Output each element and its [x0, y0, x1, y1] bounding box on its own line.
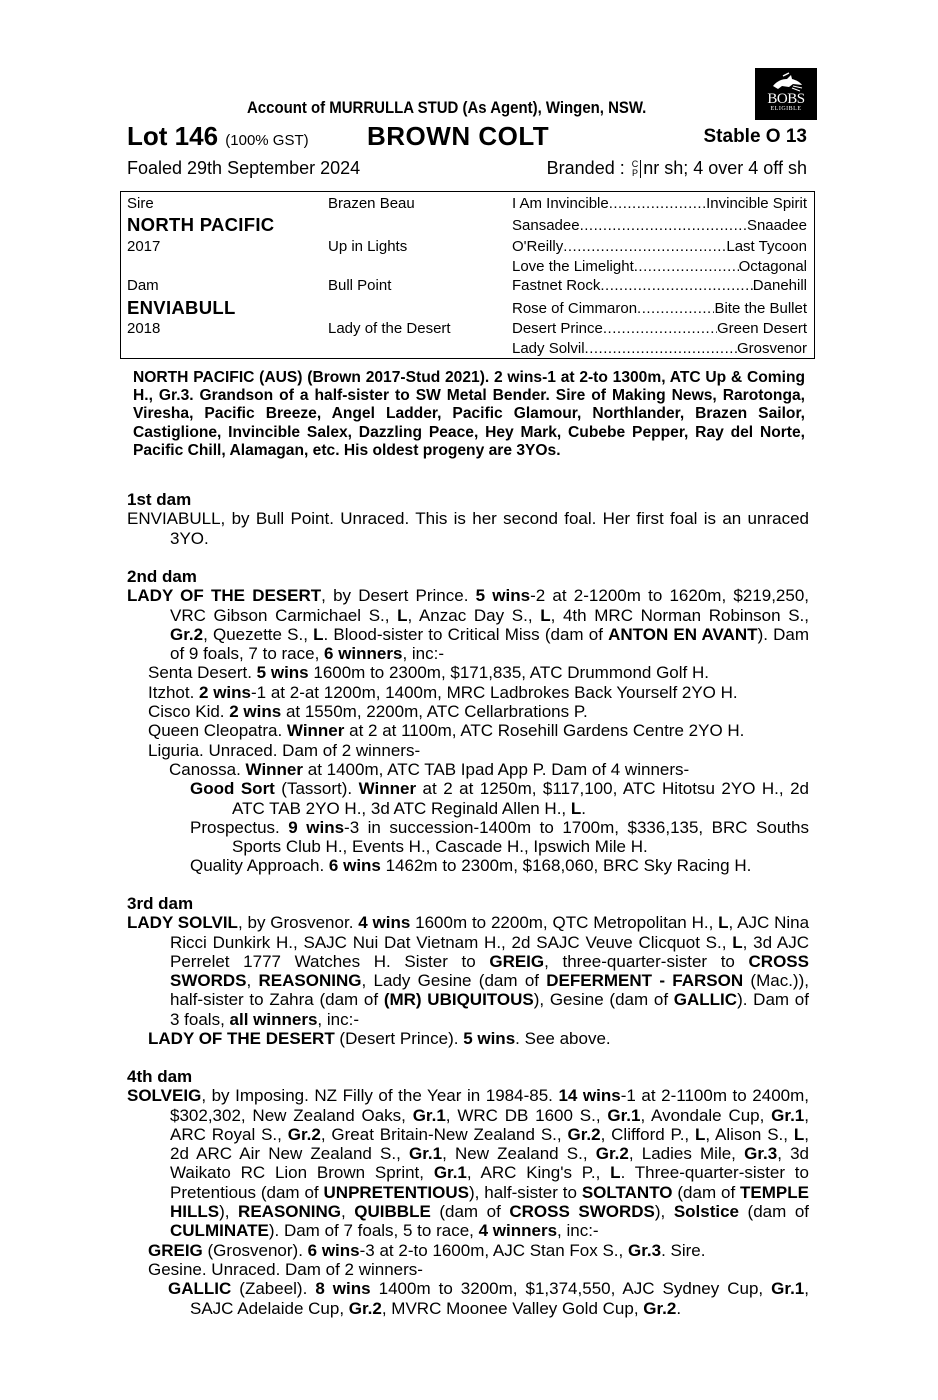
sire-label: Sire — [127, 195, 154, 212]
progeny-entry: Senta Desert. 5 wins 1600m to 2300m, $171,835, ATC Drummond Golf H. — [148, 663, 709, 683]
foaling-date: Foaled 29th September 2024 — [127, 158, 361, 178]
progeny-entry: Quality Approach. 6 wins 1462m to 2300m, $168,060, BRC Sky Racing H. — [190, 856, 752, 876]
progeny-entry: Canossa. Winner at 1400m, ATC TAB Ipad App P. Dam of 4 winners- — [169, 759, 690, 779]
dam-name: ENVIABULL — [127, 297, 236, 318]
brand-mark-icon: C P — [632, 160, 642, 178]
fourth-dam-section — [127, 1067, 809, 1318]
gst-note: (100% GST) — [225, 132, 309, 149]
progeny-entry: GREIG (Grosvenor). 6 wins-3 at 2-to 1600m, AJC Stan Fox S., Gr.3. Sire. — [148, 1240, 706, 1260]
bobs-eligible-logo — [755, 68, 817, 120]
progeny-entry: Good Sort (Tassort). Winner at 2 at 1250m, $117,100, ATC Hitotsu 2YO H., 2d ATC TAB 2YO H., 3d ATC Reginald Allen H., L. — [190, 779, 809, 818]
branded-detail: nr sh; 4 over 4 off sh — [643, 158, 807, 178]
progeny-entry: Queen Cleopatra. Winner at 2 at 1100m, ATC Rosehill Gardens Centre 2YO H. — [148, 721, 745, 741]
dam-entry: LADY SOLVIL, by Grosvenor. 4 wins 1600m to 2200m, QTC Metropolitan H., L, AJC Nina Ricci Dunkirk H., SAJC Nui Dat Vietnam H., 2d SAJC Veuve Clicquot S., L, 3d AJC Perrelet 1777 Watches H. Sister to GREIG, three-quarter-sister to CROSS SWORDS, REASONING, Lady Gesine (dam of DEFERMENT - FARSON (Mac.)), half-sister to Zahra (dam of (MR) UBIQUITOUS), Gesine (dam of GALLIC). Dam of 3 foals, all winners, inc:- — [127, 913, 810, 1029]
vendor-account: Account of MURRULLA STUD (As Agent), Wingen, NSW. — [247, 98, 647, 117]
second-dam-section — [127, 567, 809, 876]
dam-entry: ENVIABULL, by Bull Point. Unraced. This is her second foal. Her first foal is an unraced 3YO. — [127, 509, 809, 548]
section-heading: 3rd dam — [127, 894, 194, 913]
progeny-entry: GALLIC (Zabeel). 8 wins 1400m to 3200m, $1,374,550, AJC Sydney Cup, Gr.1, SAJC Adelaide Cup, Gr.2, MVRC Moonee Valley Gold Cup, Gr.2. — [168, 1279, 809, 1318]
sex-colour: BROWN COLT — [367, 121, 550, 151]
progeny-entry: Itzhot. 2 wins-1 at 2-at 1200m, 1400m, MRC Ladbrokes Back Yourself 2YO H. — [148, 682, 738, 702]
dam-entry: LADY OF THE DESERT, by Desert Prince. 5 wins-2 at 2-1200m to 1620m, $219,250, VRC Gibson Carmichael S., L, Anzac Day S., L, 4th MRC Norman Robinson S., Gr.2, Quezette S., L. Blood-sister to Critical Miss (dam of ANTON EN AVANT). Dam of 9 foals, 7 to race, 6 winners, inc:- — [127, 586, 810, 664]
section-heading: 4th dam — [127, 1067, 193, 1086]
lot-number — [127, 121, 309, 152]
progeny-entry: LADY OF THE DESERT (Desert Prince). 5 wins. See above. — [148, 1029, 611, 1049]
great-grandparent-row: Love the Limelight ..... Octagonal — [512, 258, 807, 275]
sire-year: 2017 — [127, 238, 161, 255]
lot-label: Lot 146 — [127, 121, 219, 151]
dam-entry: SOLVEIG, by Imposing. NZ Filly of the Year in 1984-85. 14 wins-1 at 2-1100m to 2400m, $302,302, New Zealand Oaks, Gr.1, WRC DB 1600 S., Gr.1, Avondale Cup, Gr.1, ARC Royal S., Gr.2, Great Britain-New Zealand S., Gr.2, Clifford P., L, Alison S., L, 2d ARC Air New Zealand S., Gr.1, New Zealand S., Gr.2, Ladies Mile, Gr.3, 3d Waikato RC Lion Brown Sprint, Gr.1, ARC King's P., L. Three-quarter-sister to Pretentious (dam of UNPRETENTIOUS), half-sister to SOLTANTO (dam of TEMPLE HILLS), REASONING, QUIBBLE (dam of CROSS SWORDS), Solstice (dam of CULMINATE). Dam of 7 foals, 5 to race, 4 winners, inc:- — [127, 1086, 810, 1241]
great-grandparent-row: Rose of Cimmaron ..... Bite the Bullet — [512, 300, 807, 317]
great-grandparent-row: Lady Solvil ..... Grosvenor — [512, 340, 807, 357]
progeny-entry: Prospectus. 9 wins-3 in succession-1400m to 1700m, $336,135, BRC Souths Sports Club H., Events H., Cascade H., Ipswich Mile H. — [190, 817, 809, 857]
logo-text: BOBS — [767, 91, 805, 107]
third-dam-section — [127, 894, 809, 1048]
stable-location: Stable O 13 — [703, 126, 807, 147]
dam-label: Dam — [127, 277, 159, 294]
section-heading: 1st dam — [127, 490, 192, 509]
grandsire-maternal: Bull Point — [328, 277, 392, 294]
pedigree-table — [120, 191, 815, 359]
grandsire-paternal: Brazen Beau — [328, 195, 415, 212]
granddam-paternal: Up in Lights — [328, 238, 408, 255]
progeny-entry: Liguria. Unraced. Dam of 2 winners- — [148, 740, 421, 760]
horse-head-icon — [769, 72, 803, 92]
great-grandparent-row: Fastnet Rock ..... Danehill — [512, 277, 807, 294]
sire-summary: NORTH PACIFIC (AUS) (Brown 2017-Stud 2021). 2 wins-1 at 2-to 1300m, ATC Up & Coming H., Gr.3. Grandson of a half-sister to SW Metal Bender. Sire of Making News, Rarotonga, Viresha, Pacific Breeze, Angel Ladder, Pacific Glamour, Northlander, Brazen Sailor, Castiglione, Invincible Salex, Dazzling Peace, Hey Mark, Cubebe Pepper, Ray del Norte, Pacific Chill, Alamagan, etc. His oldest progeny are 3YOs. — [133, 369, 805, 459]
great-grandparent-row: O'Reilly ..... Last Tycoon — [512, 238, 807, 255]
dam-year: 2018 — [127, 320, 161, 337]
great-grandparent-row: Desert Prince ..... Green Desert — [512, 320, 807, 337]
branded-label: Branded : — [546, 158, 625, 178]
progeny-entry: Cisco Kid. 2 wins at 1550m, 2200m, ATC Cellarbrations P. — [148, 702, 588, 722]
section-heading: 2nd dam — [127, 567, 197, 586]
logo-subtext: ELIGIBLE — [770, 106, 802, 112]
great-grandparent-row: I Am Invincible ..... Invincible Spirit — [512, 195, 807, 212]
granddam-maternal: Lady of the Desert — [328, 320, 451, 337]
great-grandparent-row: Sansadee ..... Snaadee — [512, 217, 807, 234]
sire-name: NORTH PACIFIC — [127, 214, 275, 235]
progeny-entry: Gesine. Unraced. Dam of 2 winners- — [148, 1259, 423, 1279]
brand-description — [547, 158, 807, 179]
first-dam-section — [127, 490, 809, 548]
